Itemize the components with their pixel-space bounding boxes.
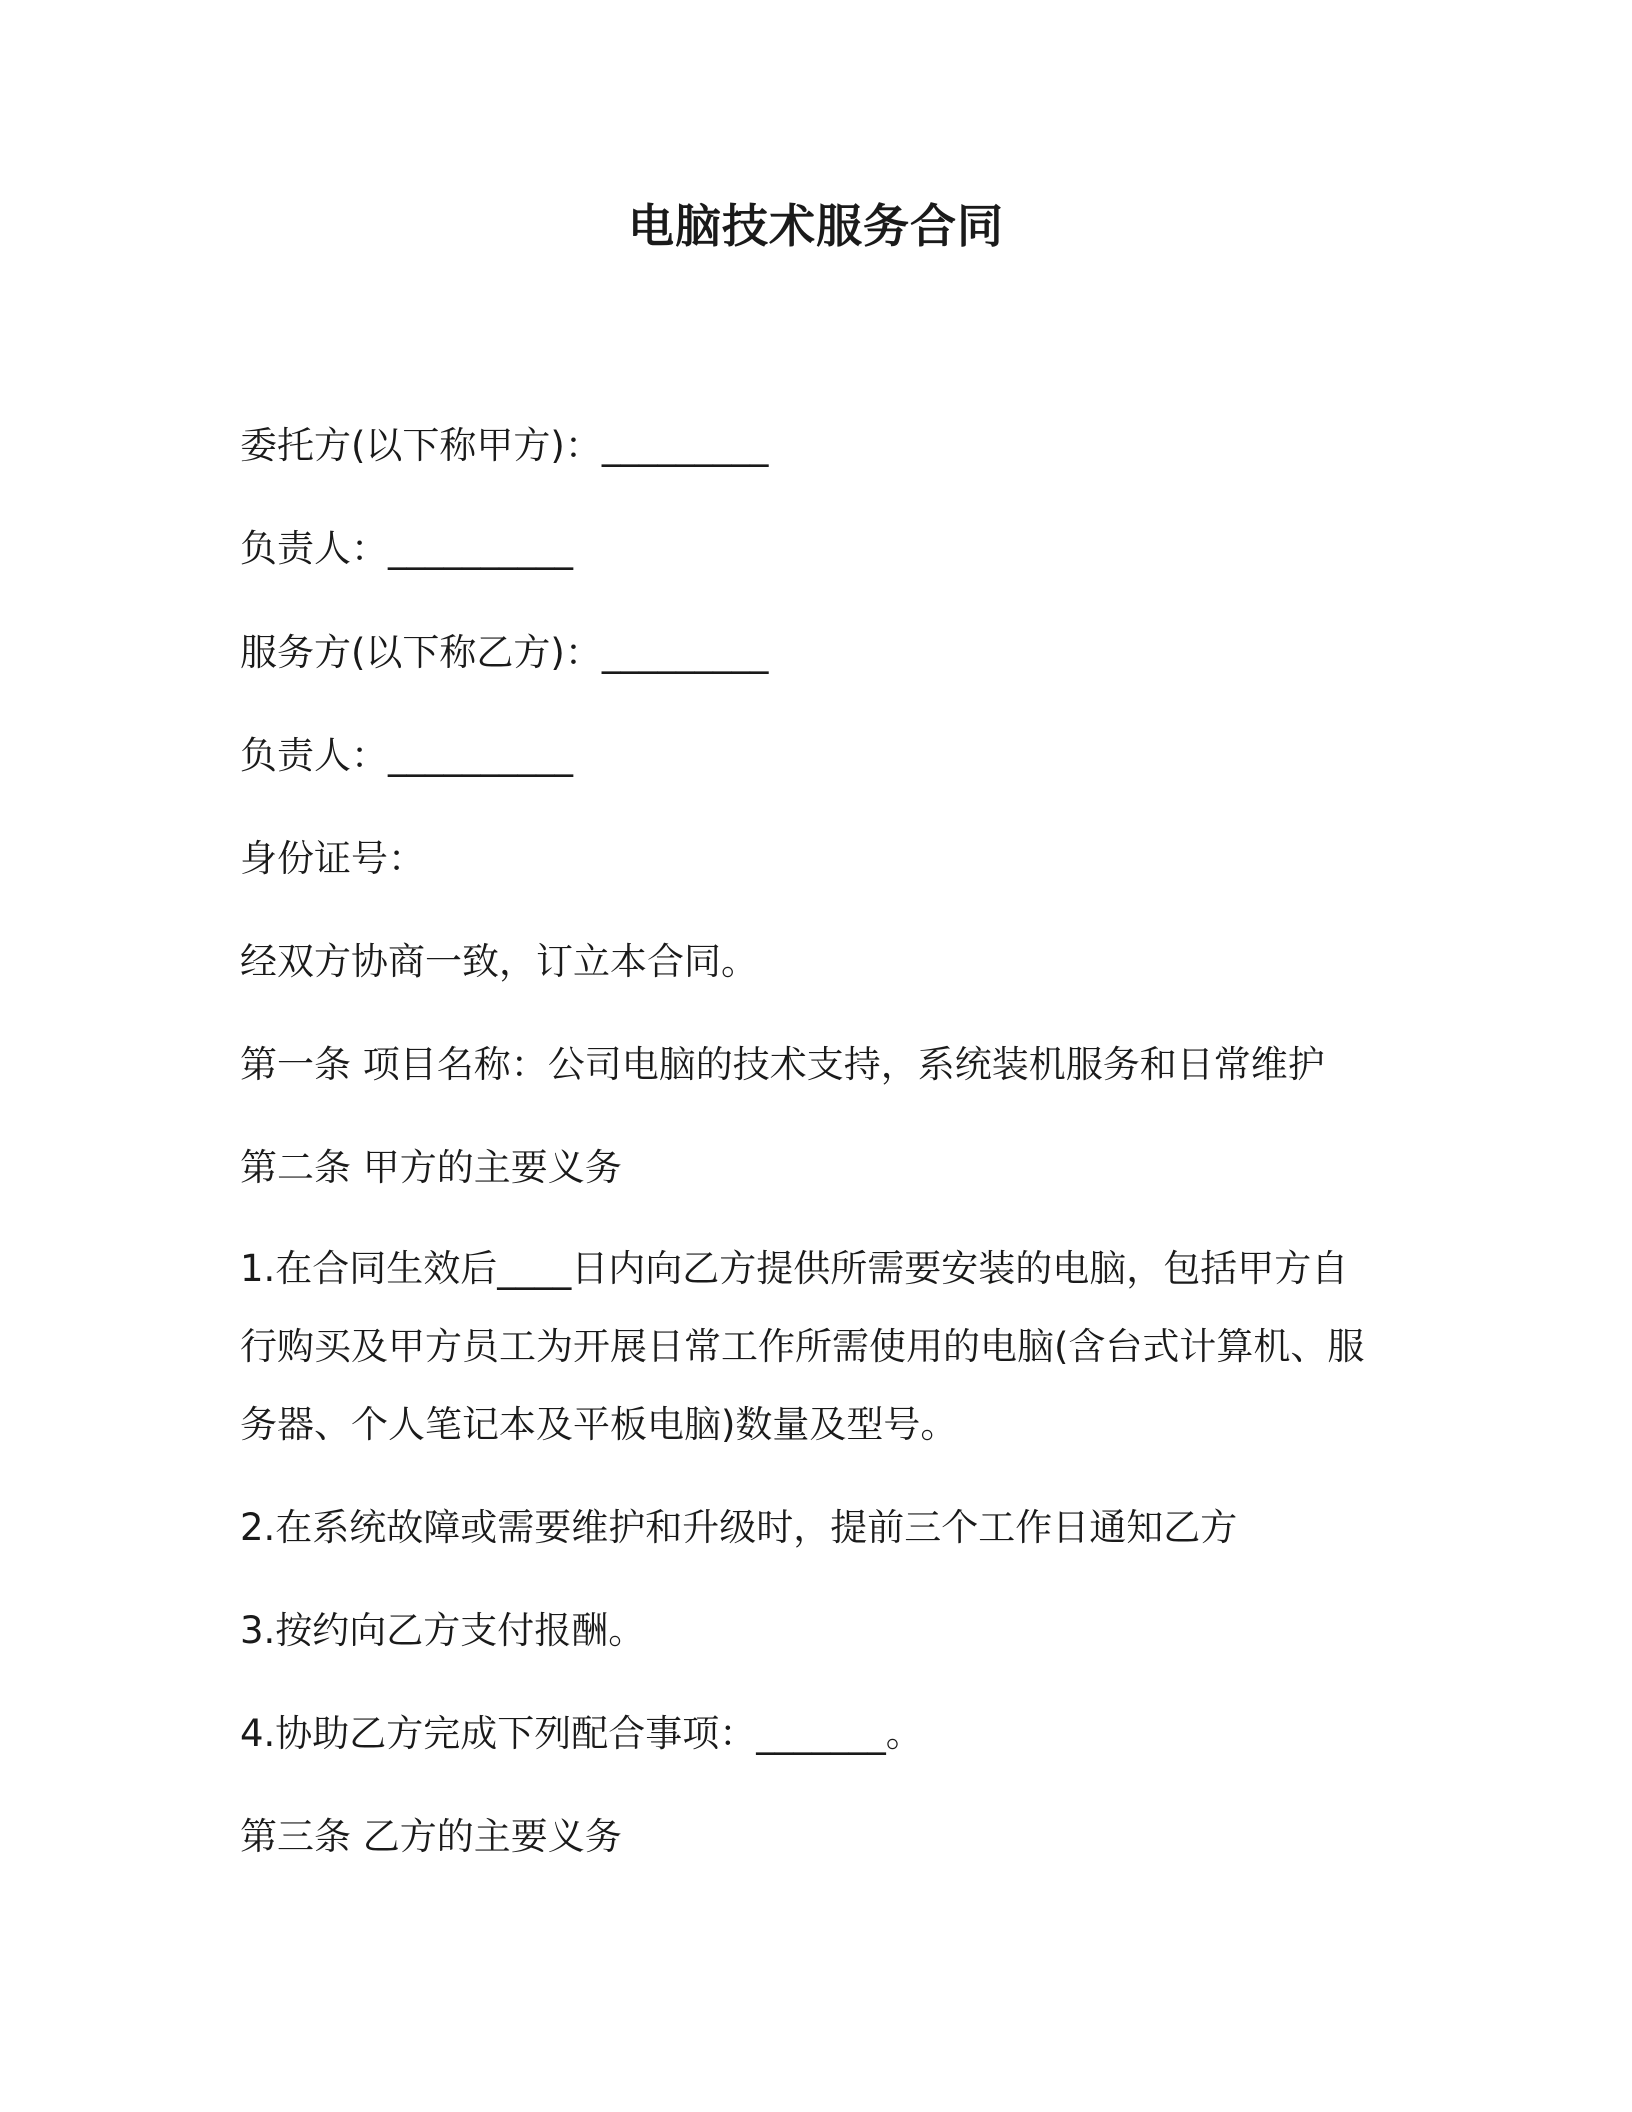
article-2-item-4: 4.协助乙方完成下列配合事项：_______。 bbox=[240, 1712, 923, 1755]
party-b-line: 服务方(以下称乙方)：_________ bbox=[240, 631, 769, 674]
party-a-line: 委托方(以下称甲方)：_________ bbox=[240, 424, 769, 467]
article-3-heading: 第三条 乙方的主要义务 bbox=[240, 1815, 622, 1858]
party-a-manager-line: 负责人：__________ bbox=[240, 527, 573, 570]
article-2-item-3: 3.按约向乙方支付报酬。 bbox=[240, 1609, 646, 1652]
article-2-heading: 第二条 甲方的主要义务 bbox=[240, 1146, 622, 1189]
article-2-item-1 bbox=[240, 1230, 1390, 1464]
party-b-manager-line: 负责人：__________ bbox=[240, 734, 573, 777]
document-title: 电脑技术服务合同 bbox=[628, 199, 1004, 253]
article-2-item-1-line: 务器、个人笔记本及平板电脑)数量及型号。 bbox=[240, 1403, 958, 1446]
agreement-statement: 经双方协商一致，订立本合同。 bbox=[240, 940, 758, 983]
id-number-line: 身份证号： bbox=[240, 837, 425, 880]
article-1-project-name: 第一条 项目名称：公司电脑的技术支持，系统装机服务和日常维护 bbox=[240, 1043, 1325, 1086]
article-2-item-1-line: 行购买及甲方员工为开展日常工作所需使用的电脑(含台式计算机、服 bbox=[240, 1325, 1365, 1368]
article-2-item-1-line: 1.在合同生效后____日内向乙方提供所需要安装的电脑，包括甲方自 bbox=[240, 1247, 1349, 1290]
article-2-item-2: 2.在系统故障或需要维护和升级时，提前三个工作日通知乙方 bbox=[240, 1506, 1238, 1549]
